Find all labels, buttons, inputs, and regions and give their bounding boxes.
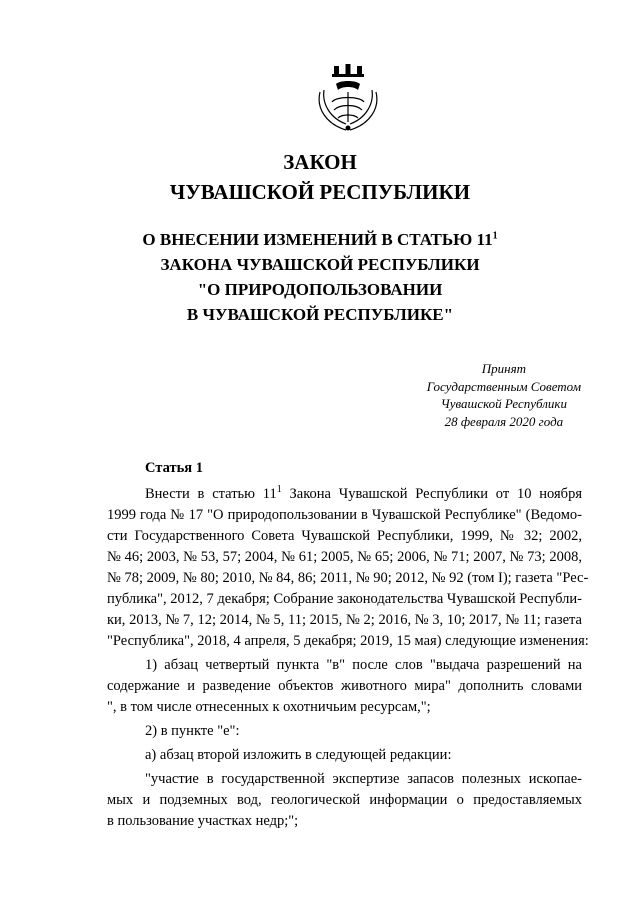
body-line: в пользование участках недр;"; bbox=[107, 813, 299, 829]
body-line: мых и подземных вод, геологической информации о предоставляемых bbox=[107, 792, 582, 808]
adoption-note bbox=[427, 360, 581, 430]
body-line: ки, 2013, № 7, 12; 2014, № 5, 11; 2015, № 2; 2016, № 3, 10; 2017, № 11; газета bbox=[107, 612, 582, 628]
body-line: № 78; 2009, № 80; 2010, № 84, 86; 2011, № 90; 2012, № 92 (том I); газета "Рес- bbox=[107, 570, 589, 586]
coat-of-arms-emblem bbox=[312, 62, 384, 134]
superscript: 1 bbox=[276, 484, 282, 496]
subtitle-line-1: О ВНЕСЕНИИ ИЗМЕНЕНИЙ В СТАТЬЮ $11^1$ bbox=[142, 230, 498, 249]
body-line: а) абзац второй изложить в следующей редакции: bbox=[145, 747, 452, 763]
body-line: 1999 года № 17 "О природопользовании в Чувашской Республике" (Ведомо- bbox=[107, 507, 582, 523]
superscript: 1 bbox=[492, 230, 498, 242]
subtitle-line-2: ЗАКОНА ЧУВАШСКОЙ РЕСПУБЛИКИ bbox=[160, 255, 480, 274]
body-line: 2) в пункте "е": bbox=[145, 723, 240, 739]
adoption-line: Чувашской Республики bbox=[440, 396, 568, 411]
adoption-date: 28 февраля 2020 года bbox=[444, 413, 564, 429]
republic-heading: ЧУВАШСКОЙ РЕСПУБЛИКИ bbox=[169, 180, 471, 204]
body-line: публика", 2012, 7 декабря; Собрание законодательства Чувашской Республи- bbox=[107, 591, 582, 607]
body-line: "участие в государственной экспертизе запасов полезных ископае- bbox=[145, 771, 582, 787]
subtitle-line-4: В ЧУВАШСКОЙ РЕСПУБЛИКЕ" bbox=[186, 305, 454, 324]
article-title: Статья 1 bbox=[145, 460, 203, 476]
body-line: "Республика", 2018, 4 апреля, 5 декабря; 2019, 15 мая) следующие изменения: bbox=[107, 633, 589, 649]
law-heading: ЗАКОН bbox=[283, 150, 357, 174]
subtitle-line-3: "О ПРИРОДОПОЛЬЗОВАНИИ bbox=[197, 280, 443, 299]
body-line: содержание и разведение объектов животного мира" дополнить словами bbox=[107, 678, 582, 694]
body-line: Внести в статью $11^1$ Закона Чувашской Республики от 10 ноября bbox=[145, 484, 582, 502]
body-line: 1) абзац четвертый пункта "в" после слов "выдача разрешений на bbox=[145, 657, 582, 673]
adoption-line: Государственным Советом bbox=[426, 378, 581, 394]
body-line: сти Государственного Совета Чувашской Республики, 1999, № 32; 2002, bbox=[107, 528, 582, 544]
adoption-line: Принят bbox=[481, 361, 527, 376]
body-line: ", в том числе отнесенных к охотничьим ресурсам,"; bbox=[107, 699, 431, 715]
body-line: № 46; 2003, № 53, 57; 2004, № 61; 2005, № 65; 2006, № 71; 2007, № 73; 2008, bbox=[107, 549, 582, 565]
